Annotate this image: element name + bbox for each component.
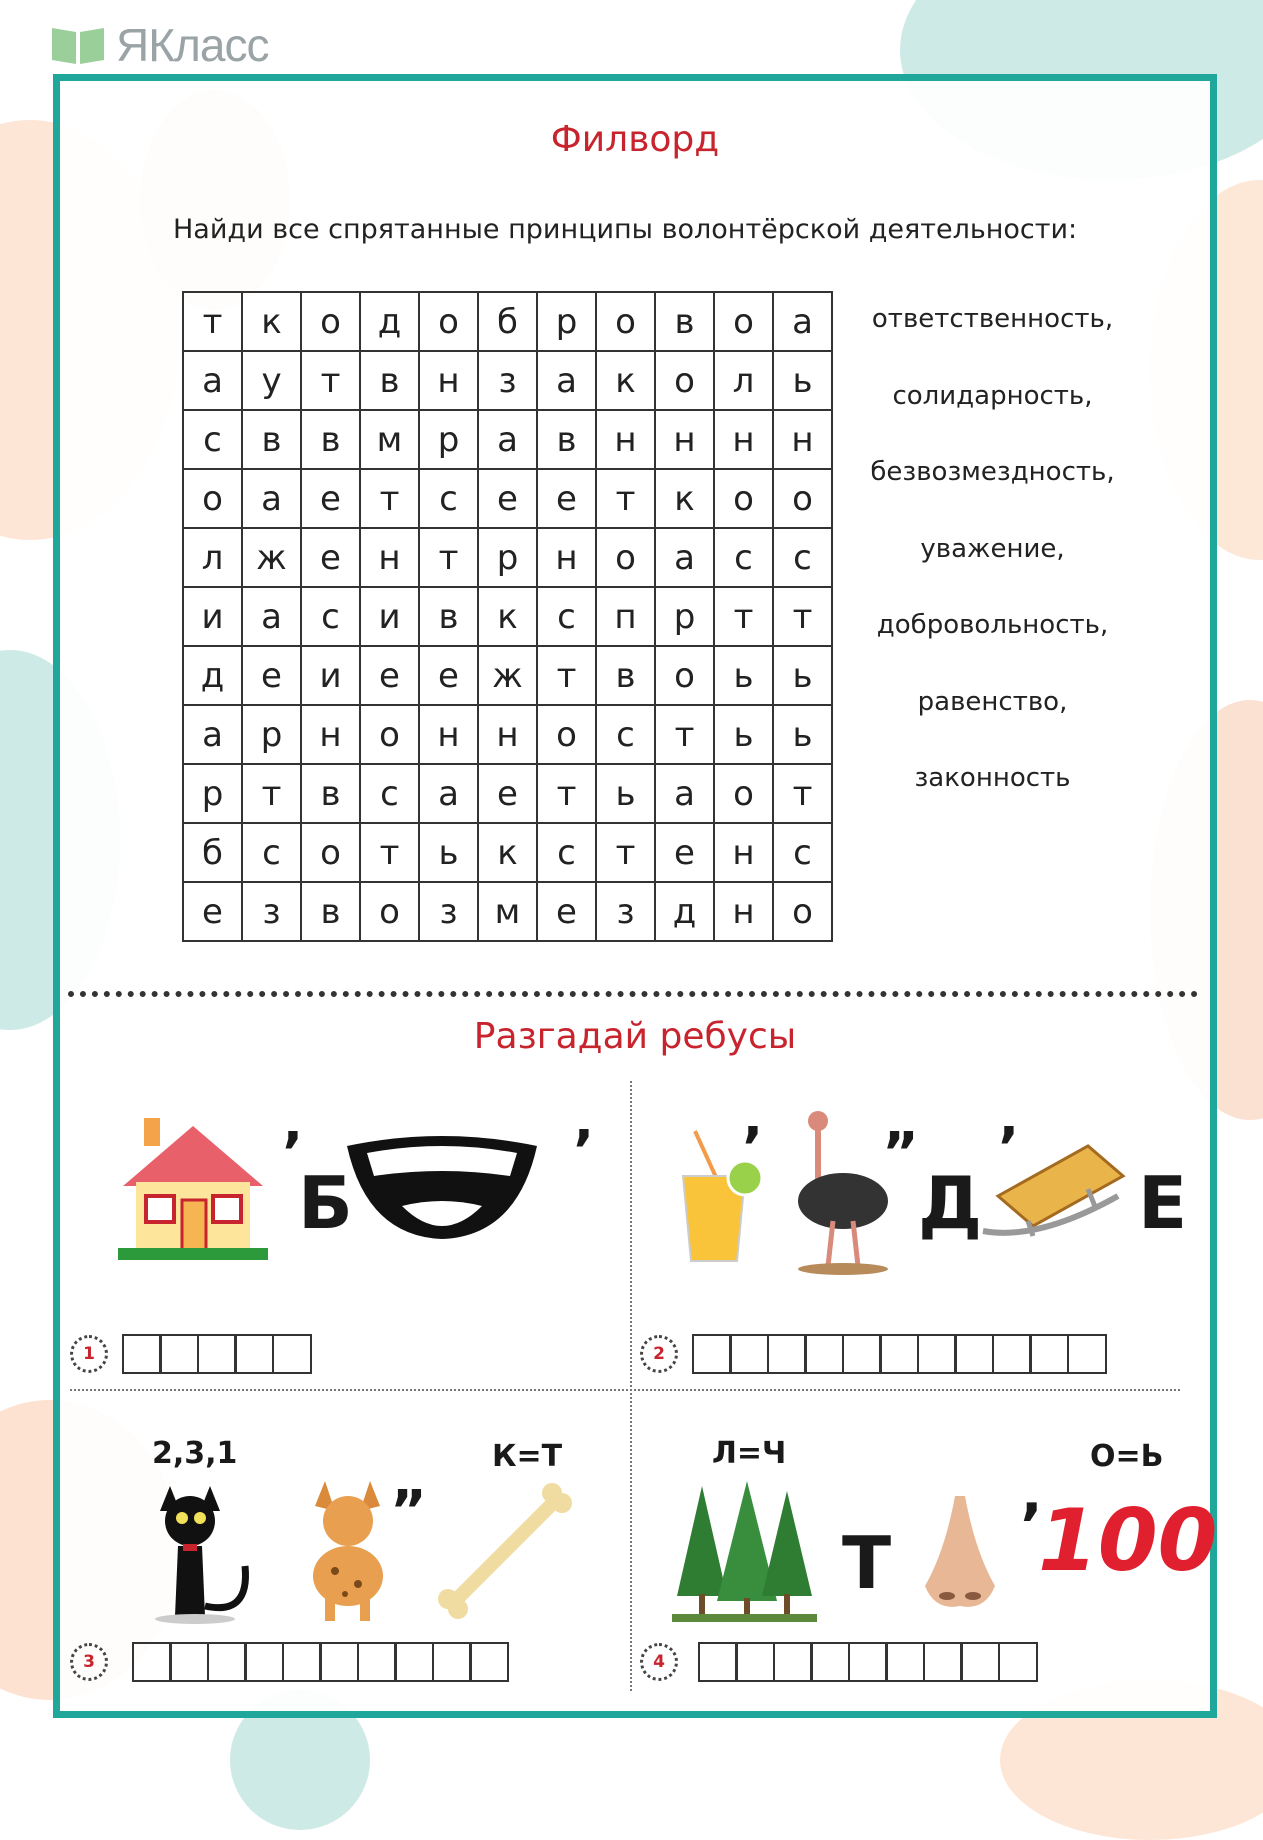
grid-cell[interactable]: и [360,587,419,646]
answer-box[interactable] [804,1334,844,1374]
rebus1-answer-boxes[interactable] [124,1334,312,1374]
grid-cell[interactable]: р [478,528,537,587]
grid-cell[interactable]: с [360,764,419,823]
grid-row [183,882,832,941]
section-divider [68,991,1198,997]
answer-box[interactable] [1029,1334,1069,1374]
grid-cell[interactable]: д [655,882,714,941]
grid-cell[interactable]: т [596,469,655,528]
smile-icon [342,1131,542,1241]
grid-cell[interactable]: т [537,764,596,823]
grid-cell[interactable]: в [419,587,478,646]
grid-cell[interactable]: п [596,587,655,646]
rebus2-comma: ’ [742,1116,764,1181]
answer-box[interactable] [954,1334,994,1374]
grid-cell[interactable]: к [596,351,655,410]
rebus1-comma: ’ [573,1119,595,1184]
grid-cell[interactable]: р [183,764,242,823]
grid-cell[interactable]: а [478,410,537,469]
grid-cell[interactable]: а [242,469,301,528]
grid-cell[interactable]: р [537,292,596,351]
grid-cell[interactable]: н [714,410,773,469]
bone-icon [430,1481,580,1621]
rebus4-comma: ’ [1020,1491,1043,1561]
grid-cell[interactable]: с [714,528,773,587]
filword-instruction: Найди все спрятанные принципы волонтёрской деятельности: [173,214,1078,245]
grid-cell[interactable]: з [242,882,301,941]
grid-cell[interactable]: о [537,705,596,764]
grid-cell[interactable]: т [242,764,301,823]
grid-cell[interactable]: в [301,882,360,941]
grid-cell[interactable]: р [655,587,714,646]
grid-cell[interactable]: м [360,410,419,469]
answer-box[interactable] [1067,1334,1107,1374]
grid-cell[interactable]: а [655,764,714,823]
grid-cell[interactable]: н [773,410,832,469]
grid-row [183,528,832,587]
grid-cell[interactable]: и [183,587,242,646]
answer-box[interactable] [767,1334,807,1374]
grid-cell[interactable]: о [655,351,714,410]
grid-cell[interactable]: д [183,646,242,705]
grid-cell[interactable]: ь [714,705,773,764]
answer-box[interactable] [923,1642,963,1682]
grid-cell[interactable]: д [360,292,419,351]
grid-cell[interactable]: з [596,882,655,941]
grid-cell[interactable]: ь [714,646,773,705]
rebus4-substitution-hint: О=Ь [1090,1439,1164,1474]
rebus1-number-badge: 1 [70,1335,108,1373]
answer-box[interactable] [885,1642,925,1682]
word-item: солидарность, [892,380,1093,411]
grid-cell[interactable]: н [537,528,596,587]
book-icon [48,24,108,66]
grid-cell[interactable]: о [301,292,360,351]
grid-row [183,646,832,705]
grid-cell[interactable]: и [301,646,360,705]
rebus2-quotes: ” [882,1121,919,1186]
grid-cell[interactable]: н [419,351,478,410]
word-item: безвозмездность, [870,457,1115,487]
nose-icon [915,1491,1005,1616]
house-icon [118,1116,268,1266]
grid-cell[interactable]: е [242,646,301,705]
grid-cell[interactable]: в [360,351,419,410]
grid-cell[interactable]: о [714,764,773,823]
grid-cell[interactable]: т [183,292,242,351]
word-item: ответственность, [871,304,1114,334]
rebus3-substitution-hint: К=Т [492,1439,563,1474]
grid-cell[interactable]: о [360,882,419,941]
answer-box[interactable] [729,1334,769,1374]
answer-box[interactable] [357,1642,397,1682]
grid-cell[interactable]: о [596,528,655,587]
rebus3-order-hint: 2,3,1 [152,1436,238,1471]
grid-cell[interactable]: у [242,351,301,410]
answer-box[interactable] [432,1642,472,1682]
grid-cell[interactable]: к [478,823,537,882]
rebus4-answer-boxes[interactable] [700,1642,1038,1682]
rebus3-answer-boxes[interactable] [134,1642,509,1682]
rebus2-letter-e: Е [1138,1161,1188,1245]
logo [48,18,268,72]
grid-cell[interactable]: н [596,410,655,469]
word-item: добровольность, [876,610,1109,640]
grid-cell[interactable]: о [655,646,714,705]
grid-cell[interactable]: ь [419,823,478,882]
grid-cell[interactable]: с [596,705,655,764]
grid-cell[interactable]: ж [242,528,301,587]
grid-row [183,469,832,528]
word-list [835,301,1150,837]
grid-cell[interactable]: о [360,705,419,764]
grid-cell[interactable]: в [537,410,596,469]
answer-box[interactable] [848,1642,888,1682]
filword-title: Филворд [550,119,720,160]
rebus2-number-badge: 2 [640,1335,678,1373]
grid-cell[interactable]: с [773,528,832,587]
word-item: законность [914,763,1071,793]
grid-cell[interactable]: е [360,646,419,705]
grid-cell[interactable]: о [714,292,773,351]
grid-cell[interactable]: е [537,469,596,528]
grid-cell[interactable]: з [419,882,478,941]
grid-cell[interactable]: к [478,587,537,646]
grid-row [183,351,832,410]
grid-cell[interactable]: т [655,705,714,764]
grid-cell[interactable]: т [301,351,360,410]
answer-box[interactable] [159,1334,199,1374]
answer-box[interactable] [842,1334,882,1374]
grid-cell[interactable]: ь [596,764,655,823]
grid-cell[interactable]: е [478,764,537,823]
grid-cell[interactable]: н [360,528,419,587]
grid-cell[interactable]: о [301,823,360,882]
grid-cell[interactable]: в [655,292,714,351]
answer-box[interactable] [234,1334,274,1374]
grid-cell[interactable]: з [478,351,537,410]
grid-cell[interactable]: в [596,646,655,705]
grid-cell[interactable]: в [301,410,360,469]
grid-cell[interactable]: н [419,705,478,764]
grid-cell[interactable]: с [773,823,832,882]
answer-box[interactable] [692,1334,732,1374]
grid-cell[interactable]: т [537,646,596,705]
answer-box[interactable] [998,1642,1038,1682]
rebus4-letter-t: Т [842,1521,892,1605]
grid-cell[interactable]: р [419,410,478,469]
word-item: равенство, [917,686,1068,717]
grid-cell[interactable]: б [183,823,242,882]
grid-row [183,410,832,469]
rebus2-comma: ’ [998,1116,1020,1181]
rebus-divider-vertical [630,1081,632,1691]
answer-box[interactable] [132,1642,172,1682]
grid-row [183,587,832,646]
grid-cell[interactable]: т [419,528,478,587]
grid-cell[interactable]: м [478,882,537,941]
grid-cell[interactable]: е [655,823,714,882]
rebus4-substitution-hint: Л=Ч [712,1436,787,1471]
sled-icon [978,1141,1133,1251]
grid-cell[interactable]: о [773,882,832,941]
lynx-icon [290,1476,400,1626]
answer-box[interactable] [469,1642,509,1682]
grid-row [183,292,832,351]
grid-cell[interactable]: ь [773,646,832,705]
grid-cell[interactable]: л [714,351,773,410]
grid-cell[interactable]: а [773,292,832,351]
grid-cell[interactable]: т [773,764,832,823]
grid-cell[interactable]: в [242,410,301,469]
rebus2-answer-boxes[interactable] [694,1334,1107,1374]
answer-box[interactable] [197,1334,237,1374]
grid-cell[interactable]: ж [478,646,537,705]
grid-cell[interactable]: о [419,292,478,351]
grid-cell[interactable]: о [183,469,242,528]
rebus1-comma: ’ [282,1121,304,1186]
grid-cell[interactable]: т [360,469,419,528]
logo-text: ЯКласс [116,19,269,71]
grid-cell[interactable]: к [242,292,301,351]
hundred-emoji-icon: 100 [1038,1491,1218,1591]
answer-box[interactable] [735,1642,775,1682]
cat-icon [150,1476,270,1626]
worksheet-frame [53,74,1217,1718]
rebus3-quotes: ” [390,1479,427,1544]
rebus1-letter-b: Б [298,1161,353,1245]
answer-box[interactable] [698,1642,738,1682]
grid-cell[interactable]: н [301,705,360,764]
answer-box[interactable] [960,1642,1000,1682]
answer-box[interactable] [992,1334,1032,1374]
grid-cell[interactable]: е [537,882,596,941]
grid-cell[interactable]: т [360,823,419,882]
grid-cell[interactable]: е [478,469,537,528]
grid-cell[interactable]: с [242,823,301,882]
grid-row [183,705,832,764]
grid-cell[interactable]: т [773,587,832,646]
grid-cell[interactable]: е [301,469,360,528]
grid-row [183,823,832,882]
grid-cell[interactable]: е [183,882,242,941]
answer-box[interactable] [122,1334,162,1374]
forest-icon [672,1476,817,1626]
grid-cell[interactable]: в [301,764,360,823]
answer-box[interactable] [773,1642,813,1682]
grid-cell[interactable]: с [419,469,478,528]
rebus-divider-horizontal [70,1389,1180,1391]
grid-cell[interactable]: б [478,292,537,351]
answer-box[interactable] [917,1334,957,1374]
grid-cell[interactable]: л [183,528,242,587]
grid-cell[interactable]: т [714,587,773,646]
grid-cell[interactable]: а [419,764,478,823]
grid-cell[interactable]: с [301,587,360,646]
grid-cell[interactable]: а [242,587,301,646]
grid-cell[interactable]: е [419,646,478,705]
grid-cell[interactable]: е [301,528,360,587]
answer-box[interactable] [282,1642,322,1682]
word-item: уважение, [920,533,1065,564]
answer-box[interactable] [319,1642,359,1682]
grid-cell[interactable]: а [537,351,596,410]
answer-box[interactable] [810,1642,850,1682]
grid-cell[interactable]: р [242,705,301,764]
grid-cell[interactable]: с [537,823,596,882]
grid-cell[interactable]: ь [773,351,832,410]
grid-cell[interactable]: с [183,410,242,469]
grid-cell[interactable]: а [183,705,242,764]
rebus-title: Разгадай ребусы [473,1016,797,1057]
grid-cell[interactable]: н [478,705,537,764]
grid-row [183,764,832,823]
answer-box[interactable] [244,1642,284,1682]
grid-cell[interactable]: н [714,823,773,882]
rebus4-number-badge: 4 [640,1643,678,1681]
grid-cell[interactable]: о [714,469,773,528]
answer-box[interactable] [272,1334,312,1374]
grid-cell[interactable]: с [537,587,596,646]
answer-box[interactable] [879,1334,919,1374]
grid-cell[interactable]: о [773,469,832,528]
grid-cell[interactable]: а [183,351,242,410]
grid-cell[interactable]: а [655,528,714,587]
rebus3-number-badge: 3 [70,1643,108,1681]
grid-cell[interactable]: т [596,823,655,882]
grid-cell[interactable]: к [655,469,714,528]
grid-cell[interactable]: ь [773,705,832,764]
grid-cell[interactable]: о [596,292,655,351]
answer-box[interactable] [394,1642,434,1682]
rebus2-letter-d: Д [918,1161,983,1245]
letter-grid [182,291,833,942]
answer-box[interactable] [207,1642,247,1682]
grid-cell[interactable]: н [714,882,773,941]
answer-box[interactable] [169,1642,209,1682]
grid-cell[interactable]: н [655,410,714,469]
